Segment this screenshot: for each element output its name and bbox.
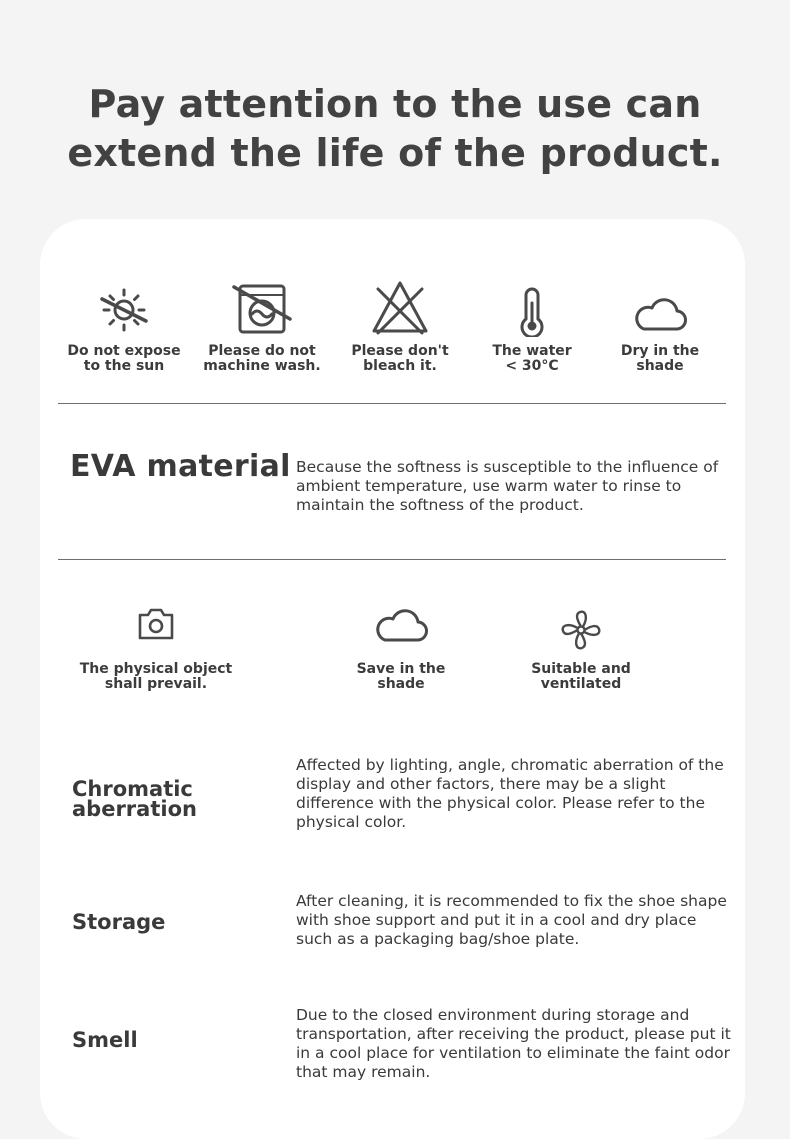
care-label-wash: Please do not machine wash.	[203, 343, 321, 374]
no-sun-icon	[96, 285, 152, 335]
notice-label-physical-object: The physical object shall prevail.	[79, 661, 233, 692]
camera-icon	[136, 606, 176, 642]
divider-top	[58, 403, 726, 404]
page-headline	[0, 80, 790, 178]
chromatic-aberration-title: Chromatic aberration	[72, 777, 197, 821]
storage-text: After cleaning, it is recommended to fix the shoe shape with shoe support and put it in a cool and dry place such as a packaging bag/shoe plate.	[296, 892, 727, 948]
no-bleach-icon	[370, 279, 430, 335]
care-instructions-card	[40, 219, 745, 1139]
notice-item-physical-object	[71, 604, 241, 704]
cloud-icon	[373, 606, 429, 646]
chromatic-aberration-text: Affected by lighting, angle, chromatic aberration of the display and other factors, there may be a slight difference with the physical color. Please refer to the physical color.	[296, 756, 724, 831]
smell-title: Smell	[72, 1028, 138, 1052]
divider-middle	[58, 559, 726, 560]
storage-title: Storage	[72, 910, 166, 934]
eva-material-text: Because the softness is susceptible to the influence of ambient temperature, use warm water to rinse to maintain the softness of the product.	[296, 458, 719, 514]
fan-icon	[559, 608, 603, 652]
notice-item-ventilated	[496, 604, 666, 704]
cloud-icon	[632, 295, 688, 335]
headline-line-2: extend the life of the product.	[67, 131, 723, 175]
care-label-water: The water < 30°C	[492, 343, 572, 374]
eva-material-title: EVA material	[70, 449, 291, 484]
care-label-bleach: Please don't bleach it.	[351, 343, 449, 374]
no-machine-wash-icon	[230, 281, 294, 335]
notice-item-shade	[316, 604, 486, 704]
headline-line-1: Pay attention to the use can	[88, 82, 702, 126]
notice-label-ventilated: Suitable and ventilated	[531, 661, 631, 692]
smell-text: Due to the closed environment during storage and transportation, after receiving the product, please put it in a cool place for ventilation to eliminate the faint odor that may remain.	[296, 1006, 731, 1081]
care-label-dry: Dry in the shade	[620, 343, 700, 374]
thermometer-icon	[515, 285, 549, 337]
notice-label-shade: Save in the shade	[356, 661, 446, 692]
care-label-sun: Do not expose to the sun	[67, 343, 181, 374]
